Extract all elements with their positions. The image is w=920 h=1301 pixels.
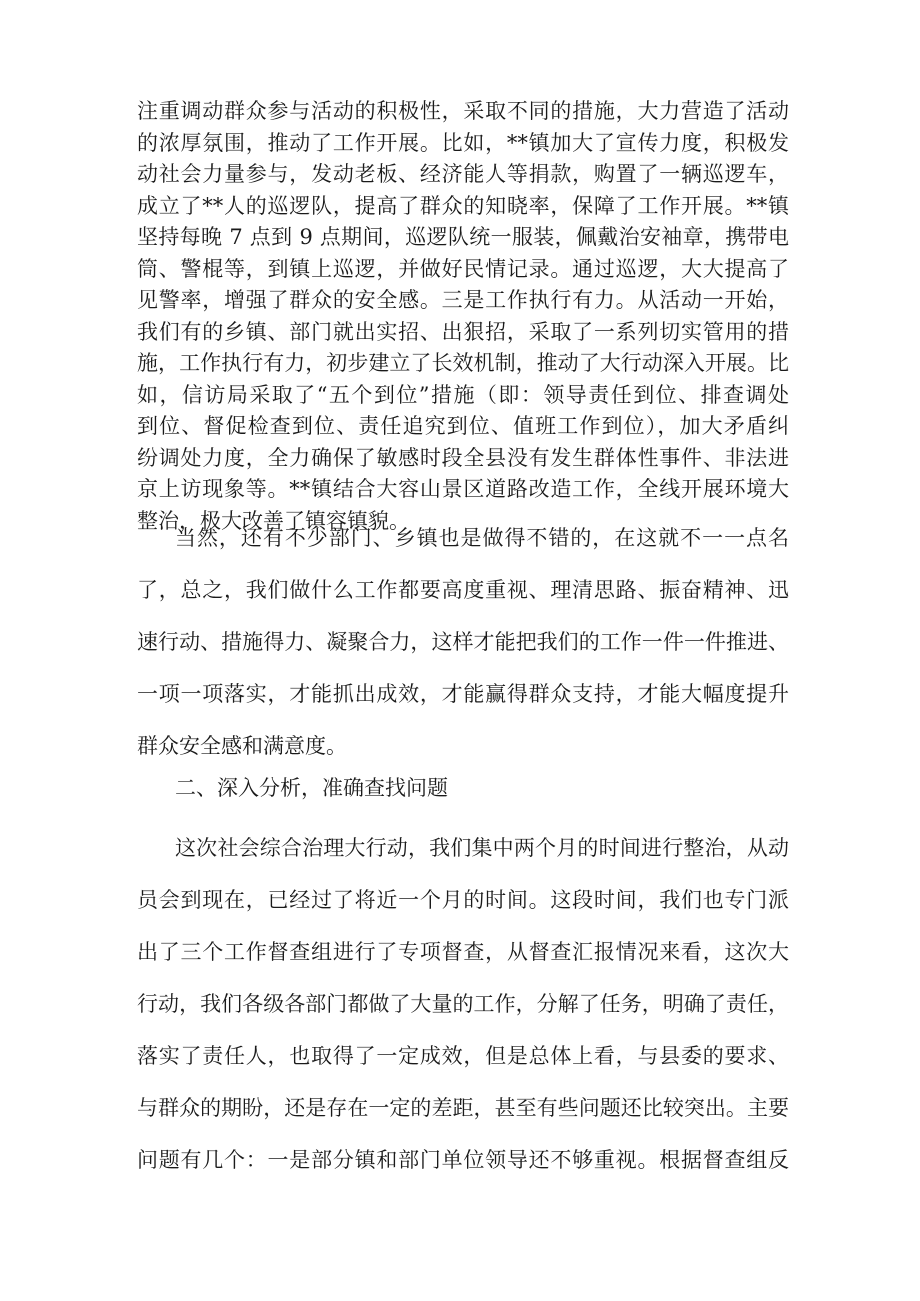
text-line: 员会到现在，已经过了将近一个月的时间。这段时间，我们也专门派 bbox=[137, 888, 789, 912]
text-line: 的浓厚氛围，推动了工作开展。比如，**镇加大了宣传力度，积极发 bbox=[137, 130, 789, 155]
text-line: 当然，还有不少部门、乡镇也是做得不错的，在这就不一一点名 bbox=[175, 526, 789, 550]
text-line: 出了三个工作督查组进行了专项督查，从督查汇报情况来看，这次大 bbox=[137, 940, 789, 964]
text-line: 落实了责任人，也取得了一定成效，但是总体上看，与县委的要求、 bbox=[137, 1044, 789, 1068]
text-line: 速行动、措施得力、凝聚合力，这样才能把我们的工作一件一件推进、 bbox=[137, 630, 789, 654]
text-line: 注重调动群众参与活动的积极性，采取不同的措施，大力营造了活动 bbox=[137, 99, 789, 123]
section-heading: 二、深入分析，准确查找问题 bbox=[175, 776, 448, 800]
text-line: 施，工作执行有力，初步建立了长效机制，推动了大行动深入开展。比 bbox=[137, 351, 789, 375]
text-line: 这次社会综合治理大行动，我们集中两个月的时间进行整治，从动 bbox=[175, 836, 789, 860]
paragraph-summary bbox=[137, 512, 789, 772]
text-line: 成立了**人的巡逻队，提高了群众的知晓率，保障了工作开展。**镇 bbox=[137, 193, 789, 218]
text-line: 坚持每晚 7 点到 9 点期间，巡逻队统一服装，佩戴治安袖章，携带电 bbox=[137, 225, 789, 249]
paragraph-achievements bbox=[137, 96, 789, 537]
text-line: 京上访现象等。**镇结合大容山景区道路改造工作，全线开展环境大 bbox=[137, 477, 789, 501]
text-line: 动社会力量参与，发动老板、经济能人等捐款，购置了一辆巡逻车， bbox=[137, 162, 789, 186]
text-line: 一项一项落实，才能抓出成效，才能赢得群众支持，才能大幅度提升 bbox=[137, 682, 789, 706]
text-line: 了，总之，我们做什么工作都要高度重视、理清思路、振奋精神、迅 bbox=[137, 578, 789, 602]
text-line: 群众安全感和满意度。 bbox=[137, 734, 347, 758]
paragraph-problems bbox=[137, 822, 789, 1186]
text-line: 到位、督促检查到位、责任追究到位、值班工作到位），加大矛盾纠 bbox=[137, 414, 789, 438]
text-line: 我们有的乡镇、部门就出实招、出狠招，采取了一系列切实管用的措 bbox=[137, 319, 789, 344]
text-line: 如，信访局采取了“五个到位”措施（即：领导责任到位、排查调处 bbox=[137, 382, 789, 407]
text-line: 见警率，增强了群众的安全感。三是工作执行有力。从活动一开始， bbox=[137, 288, 789, 312]
text-line: 纷调处力度，全力确保了敏感时段全县没有发生群体性事件、非法进 bbox=[137, 445, 789, 470]
text-line: 筒、警棍等，到镇上巡逻，并做好民情记录。通过巡逻，大大提高了 bbox=[137, 256, 789, 281]
text-line: 问题有几个：一是部分镇和部门单位领导还不够重视。根据督查组反 bbox=[137, 1148, 789, 1172]
text-line: 与群众的期盼，还是存在一定的差距，甚至有些问题还比较突出。主要 bbox=[137, 1096, 789, 1120]
text-line: 整治，极大改善了镇容镇貌。 bbox=[137, 508, 410, 533]
text-line: 行动，我们各级各部门都做了大量的工作，分解了任务，明确了责任， bbox=[137, 992, 789, 1016]
